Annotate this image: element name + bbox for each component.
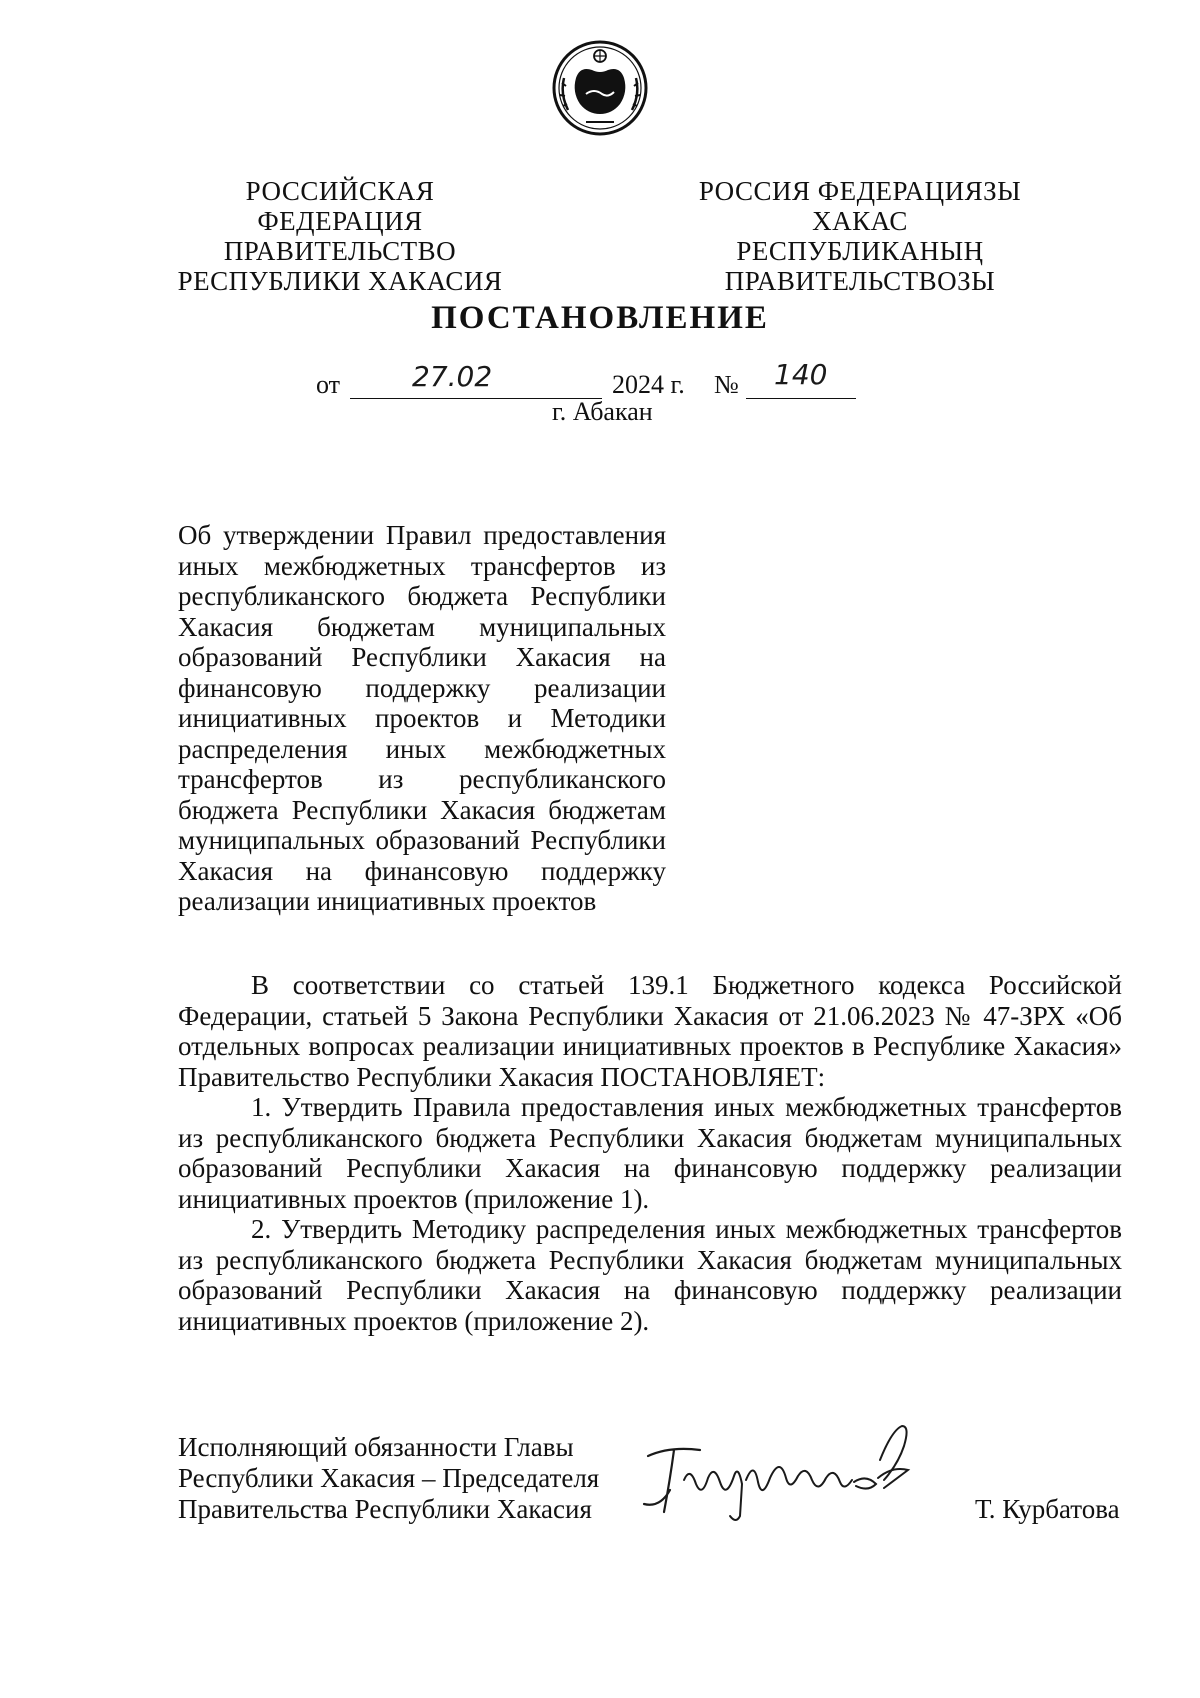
header-left-ru xyxy=(170,176,510,296)
header-left-line: РЕСПУБЛИКИ ХАКАСИЯ xyxy=(177,266,503,296)
document-body xyxy=(178,970,1122,1336)
number-sign: № xyxy=(714,370,739,399)
date-prefix: от xyxy=(316,370,341,399)
signatory-role-line: Республики Хакасия – Председателя xyxy=(178,1463,600,1493)
city-label: г. Абакан xyxy=(552,397,653,426)
item-2-paragraph: 2. Утвердить Методику распределения иных межбюджетных трансфертов из республиканского бюджета Республики Хакасия бюджетам муниципальных образований Республики Хакасия на финансовую поддержку реализации инициативных проектов (приложение 2). xyxy=(178,1214,1122,1336)
header-right-line: ПРАВИТЕЛЬСТВОЗЫ xyxy=(724,266,996,296)
number-underline xyxy=(746,398,856,399)
document-subject: Об утверждении Правил предоставления иных межбюджетных трансфертов из республиканского бюджета Республики Хакасия бюджетам муниципальных образований Республики Хакасия на финансовую поддержку реализации инициативных проектов и Методики распределения иных межбюджетных трансфертов из республиканского бюджета Республики Хакасия бюджетам муниципальных образований Республики Хакасия на финансовую поддержку реализации инициативных проектов xyxy=(178,520,666,916)
signatory-role xyxy=(178,1432,618,1525)
signatory-role-line: Исполняющий обязанности Главы xyxy=(178,1432,574,1462)
header-right-line: РОССИЯ ФЕДЕРАЦИЯЗЫ xyxy=(698,176,1022,206)
preamble-paragraph: В соответствии со статьей 139.1 Бюджетного кодекса Российской Федерации, статьей 5 Закона Республики Хакасия от 21.06.2023 № 47-ЗРХ «Об отдельных вопросах реализации инициативных проектов в Республике Хакасия» Правительство Республики Хакасия ПОСТАНОВЛЯЕТ: xyxy=(178,970,1122,1092)
coat-of-arms-icon xyxy=(550,38,650,138)
handwritten-signature-icon xyxy=(630,1420,930,1530)
document-title: ПОСТАНОВЛЕНИЕ xyxy=(431,300,769,336)
handwritten-date: 27.02 xyxy=(412,360,493,393)
item-1-paragraph: 1. Утвердить Правила предоставления иных межбюджетных трансфертов из республиканского бюджета Республики Хакасия бюджетам муниципальных образований Республики Хакасия на финансовую поддержку реализации инициативных проектов (приложение 1). xyxy=(178,1092,1122,1214)
header-left-line: ПРАВИТЕЛЬСТВО xyxy=(223,236,457,266)
header-right-khakas xyxy=(690,176,1030,296)
handwritten-number: 140 xyxy=(774,358,828,391)
header-left-line: РОССИЙСКАЯ ФЕДЕРАЦИЯ xyxy=(245,176,435,236)
signatory-name: Т. Курбатова xyxy=(975,1494,1120,1524)
signatory-role-line: Правительства Республики Хакасия xyxy=(178,1494,592,1524)
header-right-line: ХАКАС РЕСПУБЛИКАНЫҢ xyxy=(736,206,984,266)
year-label: 2024 г. xyxy=(612,370,685,399)
